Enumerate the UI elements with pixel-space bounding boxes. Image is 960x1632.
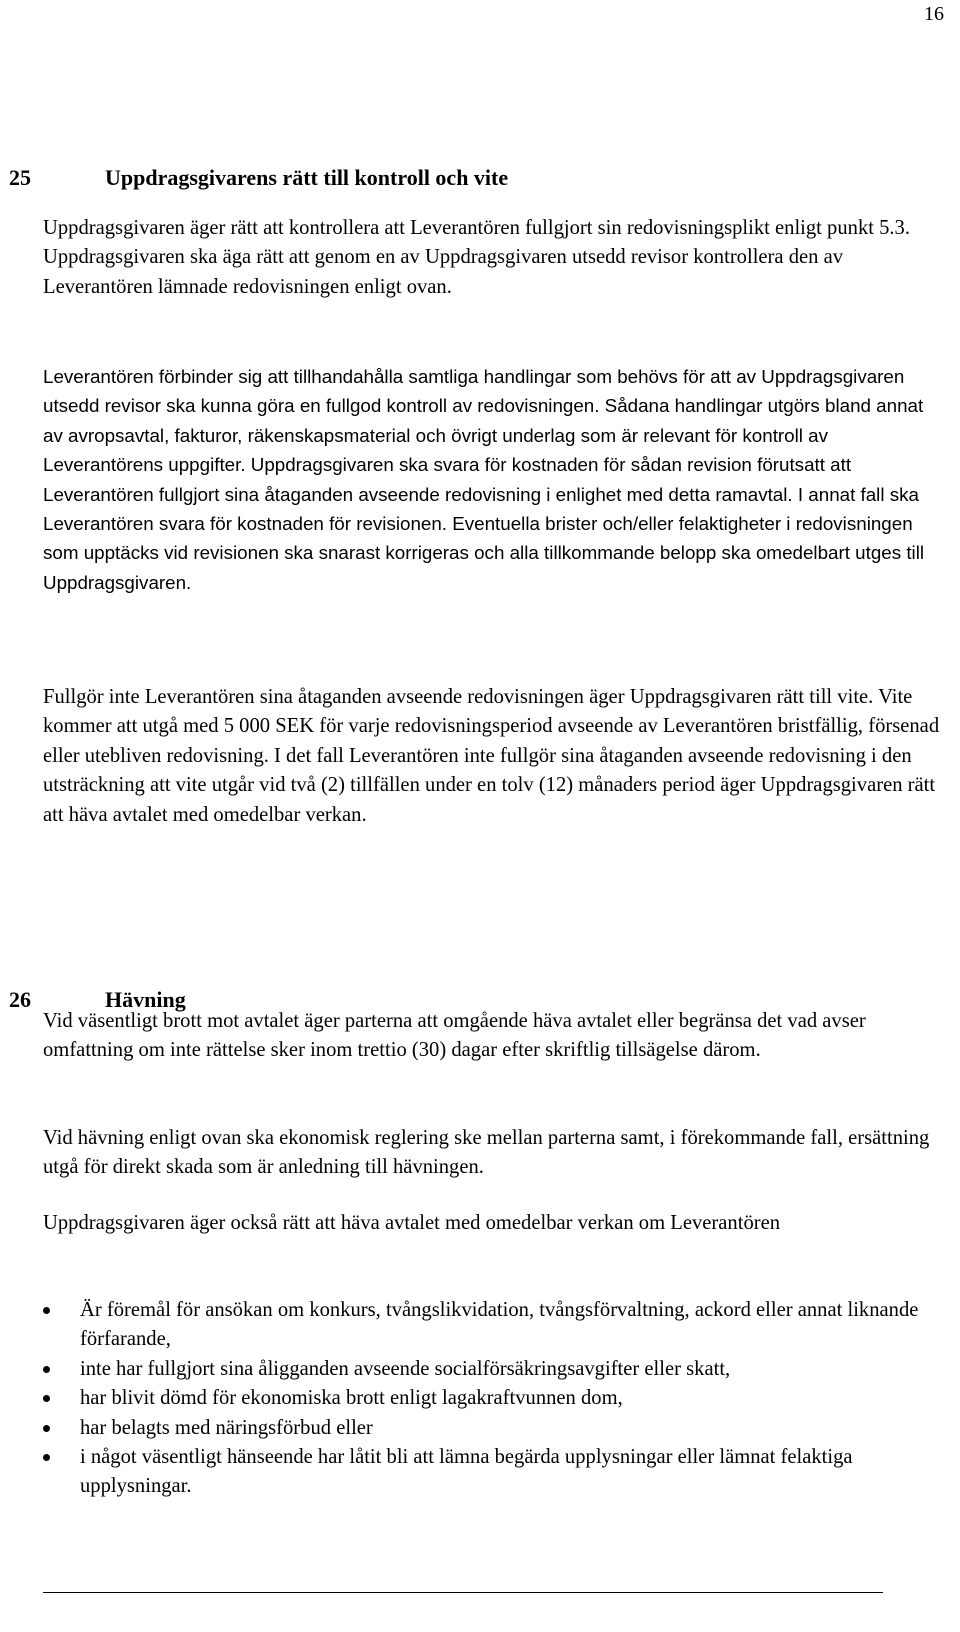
bullet-icon — [43, 1366, 50, 1373]
footer-divider — [43, 1592, 883, 1593]
list-item-text: har blivit dömd för ekonomiska brott enligt lagakraftvunnen dom, — [80, 1387, 623, 1410]
paragraph: Leverantören förbinder sig att tillhandahålla samtliga handlingar som behövs för att av Uppdragsgivaren utsedd revisor ska kunna göra en fullgod kontroll av redovisningen. Sådana handlingar utgörs bland annat av avropsavtal, fakturor, räkenskapsmaterial och övrigt underlag som är relevant för kontroll av Leverantörens uppgifter. Uppdragsgivaren ska svara för kostnaden för sådan revision förutsatt att Leverantören fullgjort sina åtaganden avseende redovisning i enlighet med detta ramavtal. I annat fall ska Leverantören svara för kostnaden för revisionen. Eventuella brister och/eller felaktigheter i redovisningen som upptäcks vid revisionen ska snarast korrigeras och alla tillkommande belopp ska omedelbart utges till Uppdragsgivaren. — [43, 366, 925, 593]
list-item-text: Är föremål för ansökan om konkurs, tvångslikvidation, tvångsförvaltning, ackord eller annat liknande förfarande, — [80, 1299, 919, 1351]
section-title: Hävning — [105, 987, 186, 1012]
bullet-icon — [43, 1425, 50, 1432]
paragraph: Fullgör inte Leverantören sina åtaganden avseende redovisningen äger Uppdragsgivaren rätt till vite. Vite kommer att utgå med 5 000 SEK för varje redovisningsperiod avseende av Leverantören bristfällig, försenad eller utebliven redovisning. I det fall Leverantören inte fullgör sina åtaganden avseende redovisning i den utsträckning att vite utgår vid två (2) tillfällen under en tolv (12) månaders period äger Uppdragsgivaren rätt att häva avtalet med omedelbar verkan. — [43, 686, 940, 826]
paragraph: Uppdragsgivaren äger också rätt att häva avtalet med omedelbar verkan om Leverantören — [43, 1212, 781, 1234]
list-item-text: har belagts med näringsförbud eller — [80, 1416, 373, 1439]
paragraph: Vid hävning enligt ovan ska ekonomisk reglering ske mellan parterna samt, i förekommande fall, ersättning utgå för direkt skada som är anledning till hävningen. — [43, 1127, 930, 1179]
list-item — [43, 1414, 943, 1443]
list-item-text: i något väsentligt hänseende har låtit bli att lämna begärda upplysningar eller lämnat felaktiga upplysningar. — [80, 1446, 853, 1498]
bullet-icon — [43, 1454, 50, 1461]
section-title: Uppdragsgivarens rätt till kontroll och vite — [105, 165, 509, 190]
termination-grounds-list — [43, 1296, 943, 1502]
list-item — [43, 1296, 943, 1355]
paragraph: Uppdragsgivaren äger rätt att kontrollera att Leverantören fullgjort sin redovisningsplikt enligt punkt 5.3. Uppdragsgivaren ska äga rätt att genom en av Uppdragsgivaren utsedd revisor kontrollera den av Leverantören lämnade redovisningen enligt ovan. — [43, 217, 910, 298]
bullet-icon — [43, 1307, 50, 1314]
list-item — [43, 1355, 943, 1384]
section-number: 25 — [9, 165, 31, 190]
section-number: 26 — [9, 987, 31, 1012]
section-heading — [9, 165, 508, 191]
list-item-text: inte har fullgjort sina åligganden avseende socialförsäkringsavgifter eller skatt, — [80, 1357, 731, 1380]
list-item — [43, 1443, 943, 1502]
bullet-icon — [43, 1395, 50, 1402]
list-item — [43, 1384, 943, 1413]
page-number: 16 — [924, 3, 944, 25]
paragraph: Vid väsentligt brott mot avtalet äger parterna att omgående häva avtalet eller begränsa det vad avser omfattning om inte rättelse sker inom trettio (30) dagar efter skriftlig tillsägelse därom. — [43, 1010, 866, 1062]
